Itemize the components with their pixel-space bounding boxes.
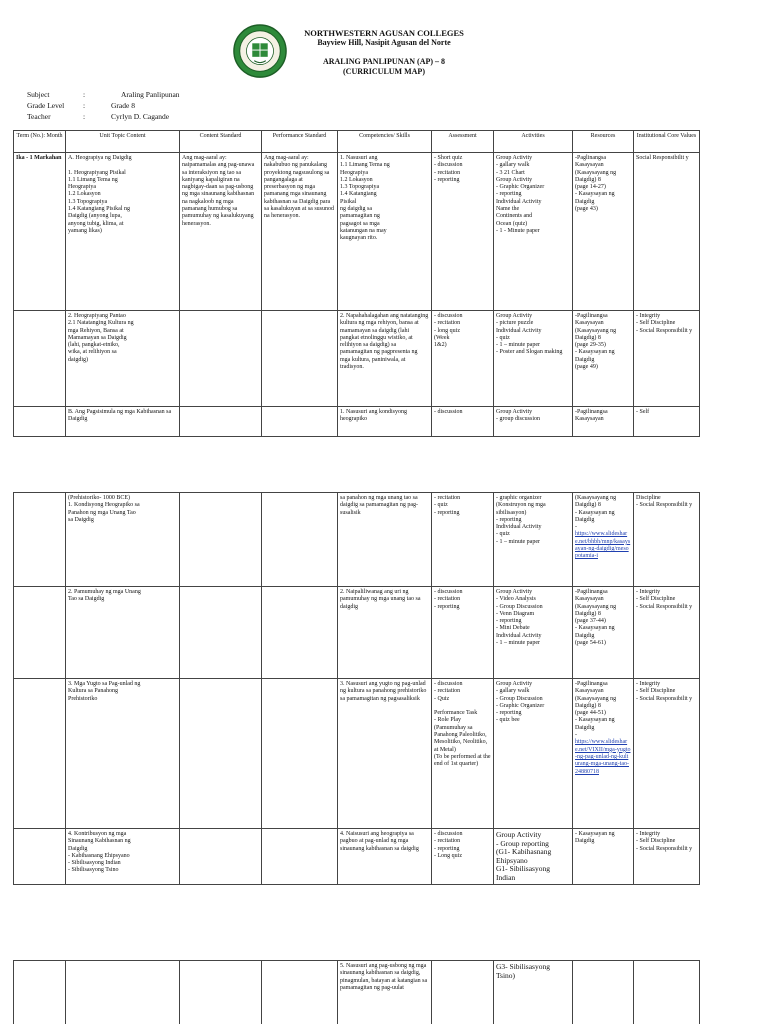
assessment-cell: - Short quiz - discussion - recitation - reporting [432, 153, 494, 311]
document-subtitle: (CURRICULUM MAP) [343, 67, 425, 76]
table-row [14, 153, 700, 311]
values-cell: - Self [634, 407, 700, 437]
values-cell: Discipline - Social Responsibilit y [634, 493, 700, 587]
table-header-row [14, 131, 700, 153]
school-name: NORTHWESTERN AGUSAN COLLEGES [304, 28, 464, 38]
competency-cell: 3. Nasusuri ang yugto ng pag-unlad ng kultura sa panahong prehistoriko sa pamamagitan ng pagsasaliksik [338, 679, 432, 829]
resources-cell [573, 679, 634, 829]
term-cell [14, 829, 66, 885]
teacher-label: Teacher [27, 112, 51, 121]
resource-link[interactable]: https://www.slideshare.net/VIXII/mga-yugto-ng-pag-unlad-ng-kulturang-mga-unang-tao-24880718 [575, 739, 631, 775]
activities-cell: Group Activity - Group reporting (G1- Kabihasnang Ehipsyano G1- Sibilisasyong Indian [494, 829, 573, 885]
competency-cell: 5. Nasusuri ang pag-usbong ng mga sinaunang kabihasnan sa daigdig, pinagmulan, batayan at katangian sa pamamagitan ng pag-uulat [338, 961, 432, 1024]
grade-label: Grade Level [27, 101, 65, 110]
term-cell [14, 407, 66, 437]
activities-cell: Group Activity - gallary walk - 3 21 Chart Group Activity - Graphic Organizer - reporting Individual Activity Name the Continents and Ocean (quiz) - 1 - Minute paper [494, 153, 573, 311]
header-cell: Performance Standard [262, 131, 338, 153]
competency-cell: 1. Nasusuri ang 1.1 Limang Tema ng Heograpiya 1.2 Lokasyon 1.3 Topograpiya 1.4 Katangiang Pisikal ng daigdig sa pamamagitan ng pagsagot sa mga katanungan na may kaugnayan rito. [338, 153, 432, 311]
curriculum-table-page1 [13, 130, 700, 437]
resources-cell [573, 493, 634, 587]
term-cell [14, 679, 66, 829]
colon: : [83, 112, 86, 121]
curriculum-table-page2 [13, 492, 700, 885]
performance-standard-cell [262, 679, 338, 829]
table-row [14, 493, 700, 587]
performance-standard-cell [262, 311, 338, 407]
content-standard-cell [180, 493, 262, 587]
competency-cell: 4. Naisusuri ang heograpiya sa pagbuo at pag-unlad ng mga sinaunang kabihasnan sa daigdig [338, 829, 432, 885]
activities-cell: Group Activity - gallary walk - Group Discussion - Graphic Organizer - reporting - quiz bee [494, 679, 573, 829]
content-standard-cell [180, 961, 262, 1024]
topic-cell: 2. Pamumuhay ng mga Unang Tao sa Daigdig [66, 587, 180, 679]
assessment-cell: - discussion - recitation - reporting - Long quiz [432, 829, 494, 885]
topic-cell: 3. Mga Yugto sa Pag-unlad ng Kultura sa Panahong Prehistoriko [66, 679, 180, 829]
teacher-row [27, 111, 180, 122]
competency-cell: 2. Naipaliliwanag ang uri ng pamumuhay ng mga unang tao sa daigdig [338, 587, 432, 679]
values-cell: - Integrity - Self Discipline - Social Responsibilit y [634, 829, 700, 885]
competency-cell: 1. Nasusuri ang kondisyong heograpiko [338, 407, 432, 437]
table-row [14, 961, 700, 1024]
curriculum-table-page3 [13, 960, 700, 1024]
header-cell: Assessment [432, 131, 494, 153]
grade-value: Grade 8 [111, 101, 135, 110]
term-cell [14, 961, 66, 1024]
activities-cell: Group Activity - Video Analysis - Group Discussion - Venn Diagram - reporting - Mini Debate Individual Activity - 1 – minute paper [494, 587, 573, 679]
resources-cell: - Kasaysayan ng Daigdig [573, 829, 634, 885]
table-row [14, 311, 700, 407]
resources-text: (Kasaysayang ng Daigdig) 8 - Kasaysayan ng Daigdig - [575, 495, 617, 531]
assessment-cell: - discussion - recitation - long quiz (Week 1&2) [432, 311, 494, 407]
document-title: ARALING PANLIPUNAN (AP) – 8 [322, 57, 446, 66]
activities-cell: Group Activity - picture puzzle Individual Activity - quiz - 1 – minute paper - Poster and Slogan making [494, 311, 573, 407]
performance-standard-cell [262, 493, 338, 587]
competency-cell: 2. Napahahalagahan ang natatanging kultura ng mga rehiyon, bansa at mamamayan sa daigdig (lahi pangkat etnolinggu wistiko, at relihiyon sa daigdig) sa pamamagitan ng pagpresenta ng mga kultura, paniniwala, at tradisyon. [338, 311, 432, 407]
values-cell: Social Responsibilit y [634, 153, 700, 311]
grade-row [27, 100, 180, 111]
content-standard-cell [180, 407, 262, 437]
activities-cell: G3- Sibilisasyong Tsino) [494, 961, 573, 1024]
activities-cell: - graphic organizer (Konstruyon ng mga sibilisasyon) - reporting Individual Activity - quiz - 1 – minute paper [494, 493, 573, 587]
topic-cell: 2. Heograpiyang Pantao 2.1 Natatanging Kultura ng mga Rehiyon, Bansa at Mamamayan sa Daigdig (lahi, pangkat-etniko, wika, at relihiyon sa daigdig) [66, 311, 180, 407]
assessment-cell [432, 961, 494, 1024]
assessment-cell: - discussion - recitation - Quiz Performance Task - Role Play (Pamumuhay sa Panahong Paleolitiko, Mesolitiko, Neolitiko, at Metal) (To be performed at the end of 1st quarter) [432, 679, 494, 829]
content-standard-cell [180, 679, 262, 829]
performance-standard-cell [262, 829, 338, 885]
content-standard-cell: Ang mag-aaral ay: naipamamalas ang pag-unawa sa interaksiyon ng tao sa kaniyang kapaligiran na nagbigay-daan sa pag-usbong ng mga sinaunang kabihasnan na nagkaloob ng mga pamanang humubog sa pamumuhay ng kasalukuyang henerasyon. [180, 153, 262, 311]
term-cell [14, 311, 66, 407]
teacher-value: Cyrlyn D. Cagande [111, 112, 170, 121]
resources-cell: -Pagilinangsa Kasaysayan (Kasaysayang ng Daigdig) 8 (page 29-35) - Kasaysayan ng Daigdig (page 49) [573, 311, 634, 407]
subject-row [27, 89, 180, 100]
school-address: Bayview Hill, Nasipit Agusan del Norte [317, 38, 451, 47]
table-row [14, 407, 700, 437]
performance-standard-cell [262, 407, 338, 437]
term-cell [14, 587, 66, 679]
resource-link[interactable]: https://www.slideshare.net/bhbh/mnp/kasaysayan-ng-daigdig/mesopotamia-i [575, 531, 631, 560]
header-cell: Activities [494, 131, 573, 153]
performance-standard-cell [262, 587, 338, 679]
resources-cell: -Paglinangsa Kasaysayan (Kasaysayang ng Daigdig) 8 (page 14-27) - Kasaysayan ng Daigdig (page 43) [573, 153, 634, 311]
values-cell: - Integrity - Self Discipline - Social Responsibilit y [634, 679, 700, 829]
topic-cell [66, 961, 180, 1024]
values-cell: - Integrity - Self Discipline - Social Responsibilit y [634, 311, 700, 407]
document-meta [27, 89, 180, 122]
content-standard-cell [180, 587, 262, 679]
subject-label: Subject [27, 90, 50, 99]
resources-cell [573, 961, 634, 1024]
assessment-cell: - discussion [432, 407, 494, 437]
table-row [14, 829, 700, 885]
resources-cell: -Pagilinangsa Kasaysayan [573, 407, 634, 437]
topic-cell: A. Heograpiya ng Daigdig 1. Heograpiyang Pisikal 1.1 Limang Tema ng Heograpiya 1.2 Lokasyon 1.3 Topograpiya 1.4 Katangiang Pisikal ng Daigdig (anyong lupa, anyong tubig, klima, at yamang likas) [66, 153, 180, 311]
resources-text: -Pagilinangsa Kasaysayan (Kasaysayang ng Daigdig) 8 (page 44-51) - Kasaysayan ng Daigdig - [575, 681, 617, 739]
performance-standard-cell [262, 961, 338, 1024]
values-cell [634, 961, 700, 1024]
performance-standard-cell: Ang mag-aaral ay: nakabubuo ng panukalang proyektong nagsusulong sa pangangalaga at preserbasyon ng mga pamanang mga sinaunang kabihasnan sa Daigdig para sa kasalukuyan at sa susunod na henerasyon. [262, 153, 338, 311]
assessment-cell: - recitation - quiz - reporting [432, 493, 494, 587]
activities-cell: Group Activity - group discussion [494, 407, 573, 437]
colon: : [83, 101, 86, 110]
term-cell [14, 493, 66, 587]
topic-cell: 4. Kontribusyon ng mga Sinaunang Kabihasnan ng Daigdig - Kabihasnang Ehipsyano - Sibilisasyong Indian - Sibilisasyong Tsino [66, 829, 180, 885]
header-cell: Institutional Core Values [634, 131, 700, 153]
header-cell: Term (No.): Month [14, 131, 66, 153]
resources-cell: -Pagilinangsa Kasaysayan (Kasaysayang ng Daigdig) 8 (page 37-44) - Kasaysayan ng Daigdig (page 54-61) [573, 587, 634, 679]
content-standard-cell [180, 829, 262, 885]
competency-cell: sa panahon ng mga unang tao sa daigdig sa pamamagitan ng pag-susalisik [338, 493, 432, 587]
assessment-cell: - discussion - recitation - reporting [432, 587, 494, 679]
colon: : [83, 90, 86, 99]
topic-cell: (Prehistoriko- 1000 BCE) 1. Kondisyong Heograpiko sa Panahon ng mga Unang Tao sa Daigdig [66, 493, 180, 587]
table-row [14, 587, 700, 679]
table-row [14, 679, 700, 829]
term-cell: Ika - 1 Markahan [14, 153, 66, 311]
header-cell: Resources [573, 131, 634, 153]
header-cell: Competencies/ Skills [338, 131, 432, 153]
header-cell: Unit Topic Content [66, 131, 180, 153]
topic-cell: B. Ang Pagsisimula ng mga Kabihasnan sa Daigdig [66, 407, 180, 437]
header-cell: Content Standard [180, 131, 262, 153]
subject-value: Araling Panlipunan [121, 90, 180, 99]
content-standard-cell [180, 311, 262, 407]
values-cell: - Integrity - Self Discipline - Social Responsibilit y [634, 587, 700, 679]
